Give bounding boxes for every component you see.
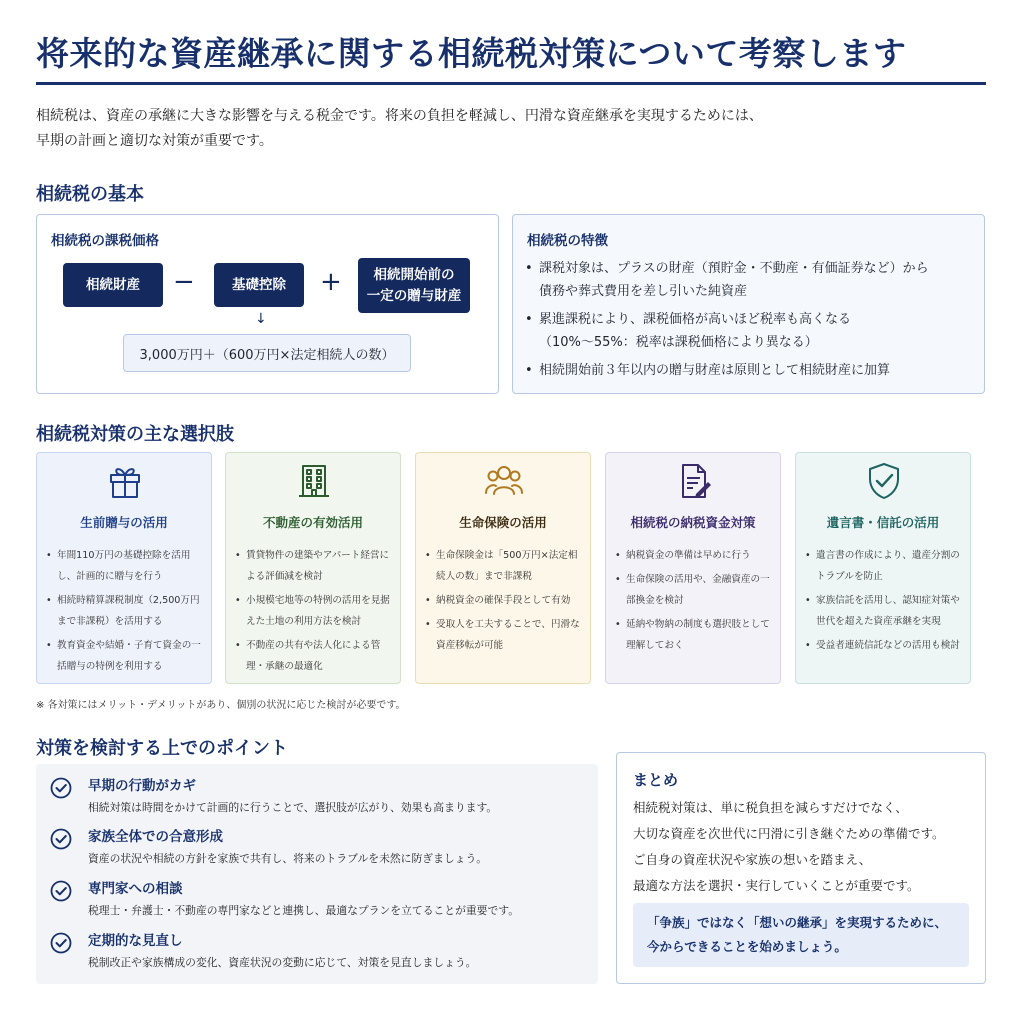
formula-box-inheritance: 相続財産 <box>63 263 163 307</box>
point-title: 家族全体での合意形成 <box>88 829 223 845</box>
option-item: • 家族信託を活用し、認知症対策や世代を超えた資産承継を実現 <box>804 590 964 632</box>
highlight-line: 「争族」ではなく「想いの継承」を実現するために、 <box>647 915 948 930</box>
option-item: • 受取人を工夫することで、円滑な資産移転が可能 <box>424 614 584 656</box>
title-divider <box>36 82 986 85</box>
intro-line: 早期の計画と適切な対策が重要です。 <box>36 133 273 149</box>
section-heading-options: 相続税対策の主な選択肢 <box>36 424 234 445</box>
people-icon <box>484 461 524 501</box>
formula-box-gift <box>358 258 470 313</box>
summary-body <box>633 795 945 899</box>
section-heading-points: 対策を検討する上でのポイント <box>36 738 288 759</box>
feature-item <box>525 308 975 354</box>
card-heading: 相続税の課税価格 <box>51 233 159 249</box>
option-list <box>424 545 584 659</box>
option-title: 生命保険の活用 <box>459 515 547 530</box>
feature-line: • 累進課税により、課税価格が高いほど税率も高くなる <box>539 312 852 327</box>
option-item: • 受益者連続信託などの活用も検討 <box>804 635 964 656</box>
option-card-tax-funds <box>605 452 781 684</box>
feature-line: 債務や葬式費用を差し引いた純資産 <box>539 284 748 299</box>
option-title: 相続税の納税資金対策 <box>630 515 756 530</box>
summary-line: ご自身の資産状況や家族の想いを踏まえ、 <box>633 852 872 867</box>
point-desc: 相続対策は時間をかけて計画的に行うことで、選択肢が広がり、効果も高まります。 <box>88 801 498 814</box>
gift-icon <box>105 461 145 501</box>
point-desc: 税制改正や家族構成の変化、資産状況の変動に応じて、対策を見直しましょう。 <box>88 956 477 969</box>
point-title: 早期の行動がカギ <box>88 778 196 794</box>
summary-heading: まとめ <box>633 771 679 789</box>
option-list <box>804 545 964 659</box>
feature-list <box>525 257 975 387</box>
feature-line: • 課税対象は、プラスの財産（預貯金・不動産・有価証券など）から <box>539 261 929 276</box>
option-item: • 延納や物納の制度も選択肢として理解しておく <box>614 614 774 656</box>
basic-deduction-formula: 3,000万円＋（600万円×法定相続人の数） <box>123 334 411 372</box>
page-title: 将来的な資産継承に関する相続税対策について考察します <box>36 34 907 73</box>
section-heading-basics: 相続税の基本 <box>36 184 144 205</box>
document-icon <box>674 461 714 501</box>
plus-sign: + <box>320 267 342 297</box>
option-item: • 不動産の共有や法人化による管理・承継の最適化 <box>234 635 394 677</box>
point-title: 専門家への相談 <box>88 881 183 897</box>
option-item: • 賃貸物件の建築やアパート経営による評価減を検討 <box>234 545 394 587</box>
down-arrow-icon: ↓ <box>255 311 267 327</box>
summary-highlight <box>633 903 969 967</box>
option-item: • 教育資金や結婚・子育て資金の一括贈与の特例を利用する <box>45 635 205 677</box>
option-item: • 納税資金の確保手段として有効 <box>424 590 584 611</box>
option-list <box>614 545 774 659</box>
highlight-line: 今からできることを始めましょう。 <box>647 939 847 954</box>
feature-item <box>525 257 975 303</box>
option-card-lifetime-gift <box>36 452 212 684</box>
minus-sign: − <box>173 267 195 297</box>
taxable-value-card <box>36 214 499 394</box>
formula-box-line: 相続開始前の <box>373 266 455 283</box>
check-circle-icon <box>50 932 72 954</box>
check-circle-icon <box>50 880 72 902</box>
option-card-will-trust <box>795 452 971 684</box>
summary-line: 相続税対策は、単に税負担を減らすだけでなく、 <box>633 800 908 815</box>
option-title: 不動産の有効活用 <box>262 515 363 530</box>
point-desc: 税理士・弁護士・不動産の専門家などと連携し、最適なプランを立てることが重要です。 <box>88 904 520 917</box>
point-desc: 資産の状況や相続の方針を家族で共有し、将来のトラブルを未然に防ぎましょう。 <box>88 852 488 865</box>
tax-features-card <box>512 214 985 394</box>
formula-box-line: 一定の贈与財産 <box>366 287 462 304</box>
feature-line: （10%〜55%：税率は課税価格により異なる） <box>539 335 818 350</box>
building-icon <box>294 461 334 501</box>
option-item: • 小規模宅地等の特例の活用を見据えた土地の利用方法を検討 <box>234 590 394 632</box>
option-list <box>234 545 394 680</box>
summary-line: 最適な方法を選択・実行していくことが重要です。 <box>633 878 920 893</box>
formula-box-deduction: 基礎控除 <box>214 263 304 307</box>
option-item: • 相続時精算課税制度（2,500万円まで非課税）を活用する <box>45 590 205 632</box>
options-note: ※ 各対策にはメリット・デメリットがあり、個別の状況に応じた検討が必要です。 <box>36 700 406 711</box>
shield-check-icon <box>864 461 904 501</box>
feature-item <box>525 359 975 382</box>
option-item: • 年間110万円の基礎控除を活用し、計画的に贈与を行う <box>45 545 205 587</box>
summary-card <box>616 752 986 984</box>
option-card-real-estate <box>225 452 401 684</box>
option-title: 生前贈与の活用 <box>80 515 168 530</box>
points-panel <box>36 764 598 984</box>
intro-line: 相続税は、資産の承継に大きな影響を与える税金です。将来の負担を軽減し、円滑な資産継承を実現するためには、 <box>36 108 763 124</box>
summary-line: 大切な資産を次世代に円滑に引き継ぐための準備です。 <box>633 826 945 841</box>
card-heading: 相続税の特徴 <box>527 233 608 249</box>
option-list <box>45 545 205 680</box>
check-circle-icon <box>50 777 72 799</box>
option-item: • 生命保険金は「500万円×法定相続人の数」まで非課税 <box>424 545 584 587</box>
option-item: • 遺言書の作成により、遺産分割のトラブルを防止 <box>804 545 964 587</box>
feature-line: • 相続開始前３年以内の贈与財産は原則として相続財産に加算 <box>539 363 891 378</box>
option-title: 遺言書・信託の活用 <box>826 515 940 530</box>
option-item: • 生命保険の活用や、金融資産の一部換金を検討 <box>614 569 774 611</box>
option-item: • 納税資金の準備は早めに行う <box>614 545 774 566</box>
point-title: 定期的な見直し <box>88 933 183 949</box>
option-card-life-insurance <box>415 452 591 684</box>
check-circle-icon <box>50 828 72 850</box>
intro-text <box>36 104 763 154</box>
